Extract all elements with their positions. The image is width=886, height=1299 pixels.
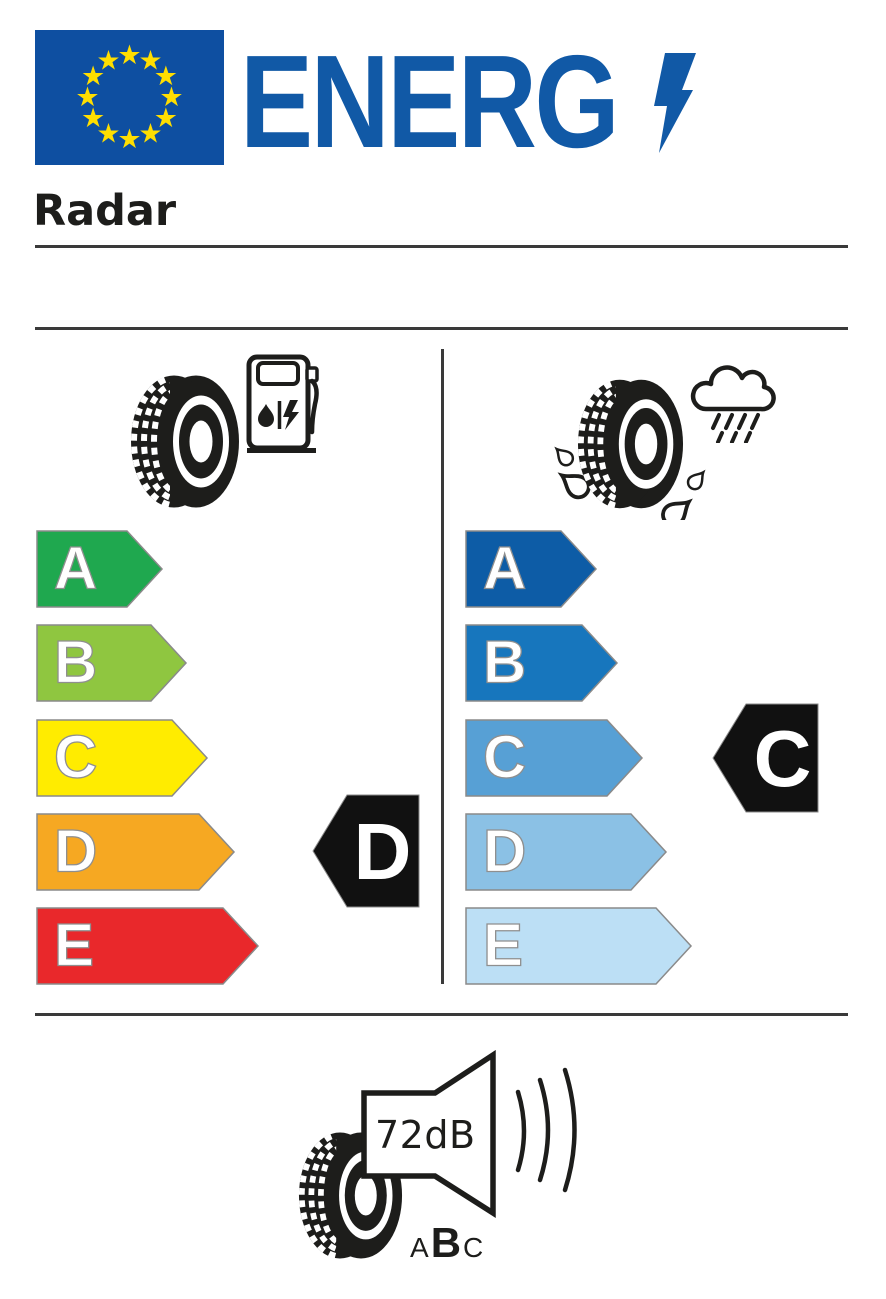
grade-letter: C (483, 723, 527, 791)
grade-letter: C (54, 723, 98, 791)
noise-class-a: A (410, 1232, 429, 1263)
wet-grade-a-arrow (465, 530, 598, 608)
fuel-grade-b-arrow (36, 624, 188, 702)
tyre-icon (577, 375, 684, 513)
eu-star-icon: ★ (159, 82, 184, 113)
grade-letter: A (54, 534, 98, 602)
eu-star-icon: ★ (96, 118, 121, 150)
eu-star-icon: ★ (153, 103, 179, 134)
rain-cloud-icon (683, 351, 779, 443)
eu-flag (35, 30, 224, 165)
fuel-grade-d-arrow (36, 813, 236, 891)
noise-class-b-selected: B (430, 1219, 462, 1266)
wet-rating-letter: C (753, 714, 812, 804)
divider-line (35, 245, 848, 248)
fuel-grade-c-arrow (36, 719, 209, 797)
grade-letter: B (483, 628, 527, 696)
sound-wave-arcs (518, 1070, 575, 1190)
grade-letter: D (483, 817, 527, 885)
eu-star-icon: ★ (96, 45, 121, 77)
eu-star-ring (75, 40, 183, 155)
rain-lines (713, 415, 758, 442)
wet-grade-d-arrow (465, 813, 668, 891)
column-divider-line (441, 349, 444, 984)
wet-grade-c-arrow (465, 719, 644, 797)
brand-name: Radar (33, 186, 177, 236)
noise-class-scale (410, 1219, 484, 1266)
wet-rating-indicator (712, 702, 820, 818)
fuel-grade-a-arrow (36, 530, 164, 608)
fuel-rating-letter: D (353, 807, 412, 897)
energ-logo-text: ENERG (240, 28, 618, 175)
grade-letter: A (483, 534, 527, 602)
grade-letter: E (54, 911, 95, 979)
divider-line (35, 1013, 848, 1016)
eu-flag-stars (35, 30, 224, 165)
eu-star-icon: ★ (80, 103, 106, 134)
eu-star-icon: ★ (138, 45, 163, 77)
fuel-grade-e-arrow (36, 907, 260, 985)
grade-letter: B (54, 628, 98, 696)
grade-letter: E (483, 911, 524, 979)
eu-star-icon: ★ (138, 118, 163, 150)
eu-star-icon: ★ (80, 61, 106, 92)
eu-star-icon: ★ (153, 61, 179, 92)
eu-star-icon: ★ (117, 124, 142, 155)
wet-grade-e-arrow (465, 907, 693, 985)
fuel-rating-indicator (312, 793, 420, 913)
divider-line (35, 327, 848, 330)
noise-db-value: 72dB (375, 1113, 476, 1157)
wet-grade-b-arrow (465, 624, 619, 702)
grade-letter: D (54, 817, 98, 885)
fuel-pump-icon (246, 352, 320, 456)
eu-star-icon: ★ (75, 82, 100, 113)
noise-class-c: C (463, 1232, 484, 1263)
eu-star-icon: ★ (117, 40, 142, 71)
tyre-icon (130, 373, 240, 510)
lightning-bolt-icon (650, 53, 696, 153)
